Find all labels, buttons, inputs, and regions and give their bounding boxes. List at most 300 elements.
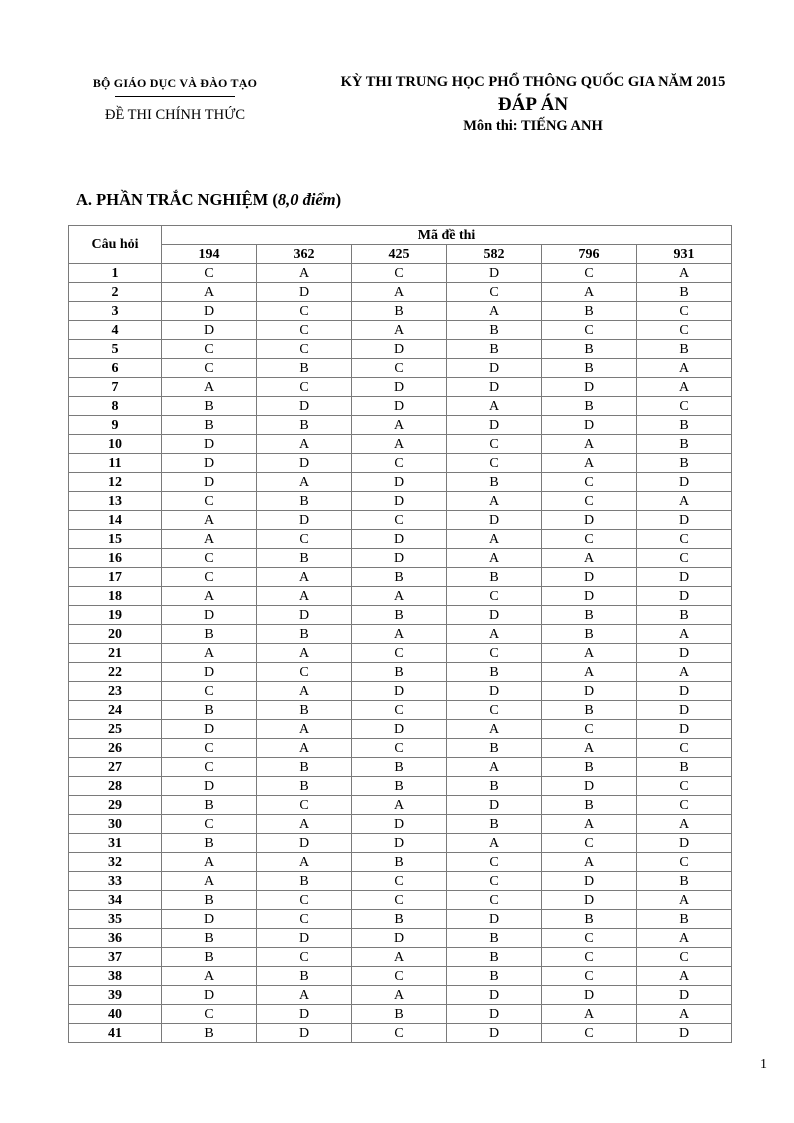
exam-code-cell: 425 — [352, 245, 447, 264]
question-number: 7 — [69, 378, 162, 397]
answer-cell: A — [447, 549, 542, 568]
table-row — [69, 701, 732, 720]
question-number: 3 — [69, 302, 162, 321]
answer-cell: B — [352, 606, 447, 625]
answer-cell: A — [162, 587, 257, 606]
answer-cell: D — [447, 359, 542, 378]
table-row — [69, 378, 732, 397]
answer-cell: D — [447, 1024, 542, 1043]
answer-cell: D — [162, 606, 257, 625]
answer-cell: C — [637, 948, 732, 967]
answer-cell: A — [542, 853, 637, 872]
answer-cell: C — [162, 1005, 257, 1024]
answer-cell: B — [352, 302, 447, 321]
table-row — [69, 986, 732, 1005]
answer-cell: B — [257, 967, 352, 986]
answer-cell: D — [542, 416, 637, 435]
answer-cell: B — [257, 872, 352, 891]
answer-cell: C — [447, 891, 542, 910]
table-row — [69, 910, 732, 929]
table-row — [69, 1005, 732, 1024]
answer-cell: B — [257, 416, 352, 435]
answer-cell: C — [162, 359, 257, 378]
answer-cell: B — [352, 910, 447, 929]
table-row — [69, 264, 732, 283]
answer-cell: D — [352, 549, 447, 568]
answer-cell: C — [542, 834, 637, 853]
answer-cell: B — [162, 834, 257, 853]
answer-cell: C — [352, 359, 447, 378]
question-number: 33 — [69, 872, 162, 891]
answer-cell: B — [542, 625, 637, 644]
exam-code-cell: 796 — [542, 245, 637, 264]
table-row — [69, 397, 732, 416]
answer-cell: D — [542, 777, 637, 796]
answer-cell: D — [352, 378, 447, 397]
answer-cell: C — [637, 739, 732, 758]
answer-cell: D — [542, 568, 637, 587]
answer-cell: A — [162, 511, 257, 530]
answer-cell: D — [352, 720, 447, 739]
question-number: 26 — [69, 739, 162, 758]
answer-cell: A — [447, 720, 542, 739]
answer-cell: A — [542, 815, 637, 834]
table-row — [69, 511, 732, 530]
answer-cell: D — [162, 910, 257, 929]
answer-cell: B — [162, 948, 257, 967]
answer-cell: C — [257, 796, 352, 815]
question-number: 5 — [69, 340, 162, 359]
answer-cell: B — [637, 454, 732, 473]
table-row — [69, 796, 732, 815]
table-row — [69, 568, 732, 587]
answer-cell: C — [257, 321, 352, 340]
answer-cell: B — [637, 910, 732, 929]
answer-cell: A — [542, 739, 637, 758]
header-left — [70, 76, 280, 124]
exam-code-cell: 582 — [447, 245, 542, 264]
question-number: 17 — [69, 568, 162, 587]
answer-cell: D — [257, 834, 352, 853]
question-number: 29 — [69, 796, 162, 815]
answer-cell: D — [542, 986, 637, 1005]
answer-cell: A — [257, 435, 352, 454]
answer-cell: C — [257, 302, 352, 321]
table-row — [69, 416, 732, 435]
question-number: 11 — [69, 454, 162, 473]
answer-cell: D — [352, 929, 447, 948]
answer-cell: D — [352, 340, 447, 359]
answer-cell: D — [542, 682, 637, 701]
answer-cell: A — [447, 834, 542, 853]
answer-cell: A — [162, 853, 257, 872]
question-number: 39 — [69, 986, 162, 1005]
answer-cell: C — [162, 682, 257, 701]
table-row — [69, 283, 732, 302]
answer-cell: A — [162, 378, 257, 397]
answer-cell: C — [637, 796, 732, 815]
section-title: A. PHẦN TRẮC NGHIỆM ( — [76, 190, 278, 209]
question-number: 13 — [69, 492, 162, 511]
answer-cell: D — [447, 606, 542, 625]
question-number: 8 — [69, 397, 162, 416]
answer-cell: C — [542, 929, 637, 948]
answer-cell: A — [447, 758, 542, 777]
answer-cell: A — [637, 967, 732, 986]
answer-cell: B — [637, 283, 732, 302]
answer-cell: D — [447, 796, 542, 815]
answer-cell: D — [542, 511, 637, 530]
answer-cell: A — [637, 625, 732, 644]
table-row — [69, 606, 732, 625]
question-number: 23 — [69, 682, 162, 701]
answer-cell: C — [162, 340, 257, 359]
answer-cell: D — [637, 511, 732, 530]
answer-cell: A — [637, 492, 732, 511]
answer-cell: B — [447, 321, 542, 340]
question-number: 34 — [69, 891, 162, 910]
answer-cell: D — [352, 682, 447, 701]
answer-cell: B — [637, 872, 732, 891]
answer-cell: B — [447, 663, 542, 682]
answer-cell: C — [542, 492, 637, 511]
answer-cell: D — [637, 1024, 732, 1043]
answer-cell: D — [352, 815, 447, 834]
answer-cell: C — [542, 530, 637, 549]
answer-cell: D — [637, 701, 732, 720]
question-number: 19 — [69, 606, 162, 625]
answer-cell: A — [257, 986, 352, 1005]
question-number: 30 — [69, 815, 162, 834]
answer-cell: A — [162, 644, 257, 663]
answer-cell: B — [637, 758, 732, 777]
exam-code-cell: 194 — [162, 245, 257, 264]
answer-cell: A — [352, 435, 447, 454]
table-row — [69, 359, 732, 378]
answer-cell: C — [352, 644, 447, 663]
answer-cell: D — [257, 606, 352, 625]
answer-cell: B — [257, 549, 352, 568]
question-number: 35 — [69, 910, 162, 929]
answer-cell: C — [352, 872, 447, 891]
answer-cell: C — [352, 454, 447, 473]
answer-cell: B — [542, 910, 637, 929]
answer-cell: A — [352, 416, 447, 435]
answer-cell: A — [352, 283, 447, 302]
answer-cell: B — [637, 435, 732, 454]
answer-cell: A — [352, 321, 447, 340]
answer-cell: C — [352, 891, 447, 910]
question-column-header: Câu hỏi — [69, 226, 162, 264]
answer-cell: A — [352, 948, 447, 967]
answer-cell: B — [637, 416, 732, 435]
answer-cell: C — [447, 853, 542, 872]
answer-cell: C — [257, 663, 352, 682]
answer-cell: D — [447, 264, 542, 283]
table-row — [69, 948, 732, 967]
question-number: 18 — [69, 587, 162, 606]
answer-cell: A — [352, 587, 447, 606]
answer-cell: C — [257, 340, 352, 359]
question-number: 24 — [69, 701, 162, 720]
question-number: 2 — [69, 283, 162, 302]
answer-cell: C — [257, 910, 352, 929]
answer-cell: A — [447, 302, 542, 321]
answer-cell: C — [637, 549, 732, 568]
answer-cell: D — [637, 473, 732, 492]
answer-cell: A — [257, 853, 352, 872]
answer-cell: D — [162, 473, 257, 492]
exam-code-cell: 931 — [637, 245, 732, 264]
answer-cell: C — [447, 701, 542, 720]
answer-cell: B — [162, 625, 257, 644]
answer-cell: A — [542, 549, 637, 568]
answer-cell: C — [542, 967, 637, 986]
answer-cell: C — [447, 454, 542, 473]
answer-cell: C — [447, 435, 542, 454]
answer-cell: C — [257, 530, 352, 549]
answer-cell: D — [542, 378, 637, 397]
answer-cell: A — [637, 1005, 732, 1024]
table-row — [69, 663, 732, 682]
answer-cell: D — [447, 416, 542, 435]
answer-cell: A — [257, 815, 352, 834]
answer-cell: B — [257, 777, 352, 796]
answer-cell: C — [352, 967, 447, 986]
answer-cell: B — [542, 758, 637, 777]
answer-cell: B — [447, 929, 542, 948]
question-number: 41 — [69, 1024, 162, 1043]
answer-cell: D — [542, 891, 637, 910]
answer-cell: B — [447, 340, 542, 359]
header-right — [300, 74, 766, 135]
answer-cell: D — [447, 682, 542, 701]
official-exam-label: ĐỀ THI CHÍNH THỨC — [104, 107, 245, 123]
answer-cell: A — [352, 796, 447, 815]
answer-cell: A — [162, 967, 257, 986]
section-heading — [76, 190, 341, 210]
question-number: 16 — [69, 549, 162, 568]
answer-cell: B — [352, 853, 447, 872]
question-number: 27 — [69, 758, 162, 777]
page-number: 1 — [760, 1057, 767, 1072]
answer-cell: A — [257, 644, 352, 663]
answer-cell: A — [257, 682, 352, 701]
answer-cell: B — [257, 701, 352, 720]
answer-cell: A — [257, 739, 352, 758]
answer-cell: B — [542, 606, 637, 625]
answer-cell: A — [637, 378, 732, 397]
answer-cell: C — [352, 701, 447, 720]
table-row — [69, 1024, 732, 1043]
answer-cell: C — [637, 321, 732, 340]
answer-cell: A — [542, 435, 637, 454]
answer-cell: A — [637, 929, 732, 948]
answer-cell: D — [162, 986, 257, 1005]
answer-cell: D — [542, 872, 637, 891]
answer-cell: D — [447, 986, 542, 1005]
answer-cell: B — [542, 302, 637, 321]
answer-cell: A — [447, 625, 542, 644]
answer-cell: C — [637, 397, 732, 416]
answer-cell: A — [542, 663, 637, 682]
answer-cell: B — [447, 815, 542, 834]
answer-cell: A — [257, 568, 352, 587]
answer-cell: D — [447, 511, 542, 530]
table-row — [69, 758, 732, 777]
answer-cell: A — [352, 986, 447, 1005]
answer-cell: B — [447, 473, 542, 492]
answer-cell: C — [542, 264, 637, 283]
answer-cell: D — [637, 720, 732, 739]
answer-cell: D — [162, 321, 257, 340]
answer-cell: A — [637, 359, 732, 378]
question-number: 40 — [69, 1005, 162, 1024]
answer-cell: C — [542, 321, 637, 340]
answer-cell: D — [637, 568, 732, 587]
answer-cell: B — [162, 397, 257, 416]
answer-cell: C — [162, 758, 257, 777]
table-row — [69, 853, 732, 872]
answer-cell: D — [447, 378, 542, 397]
answer-cell: B — [352, 568, 447, 587]
answer-cell: B — [542, 397, 637, 416]
table-row — [69, 929, 732, 948]
answer-cell: D — [162, 663, 257, 682]
exam-codes-row — [69, 245, 732, 264]
exam-code-header: Mã đề thi — [162, 226, 732, 245]
question-number: 21 — [69, 644, 162, 663]
answer-cell: B — [257, 758, 352, 777]
answer-cell: C — [162, 568, 257, 587]
answer-cell: B — [257, 625, 352, 644]
table-row — [69, 587, 732, 606]
answer-cell: A — [447, 492, 542, 511]
table-row — [69, 739, 732, 758]
question-number: 9 — [69, 416, 162, 435]
table-row — [69, 777, 732, 796]
answer-key-title: ĐÁP ÁN — [497, 94, 569, 115]
answer-cell: B — [162, 929, 257, 948]
question-number: 20 — [69, 625, 162, 644]
answer-cell: C — [447, 587, 542, 606]
answer-cell: D — [257, 283, 352, 302]
section-close: ) — [335, 190, 342, 209]
table-row — [69, 340, 732, 359]
question-number: 32 — [69, 853, 162, 872]
answer-cell: A — [162, 283, 257, 302]
answer-cell: D — [257, 929, 352, 948]
answer-cell: A — [257, 264, 352, 283]
exam-title: KỲ THI TRUNG HỌC PHỔ THÔNG QUỐC GIA NĂM 2015 — [340, 74, 726, 90]
exam-code-cell: 362 — [257, 245, 352, 264]
answer-cell: B — [542, 340, 637, 359]
answer-cell: B — [257, 359, 352, 378]
answer-cell: C — [637, 302, 732, 321]
table-row — [69, 302, 732, 321]
answer-cell: D — [352, 473, 447, 492]
answer-cell: C — [257, 948, 352, 967]
answer-cell: C — [162, 492, 257, 511]
answer-cell: A — [637, 264, 732, 283]
ministry-name: BỘ GIÁO DỤC VÀ ĐÀO TẠO — [92, 76, 258, 90]
answer-cell: D — [162, 435, 257, 454]
answer-cell: C — [447, 872, 542, 891]
answer-cell: C — [542, 948, 637, 967]
answer-cell: D — [352, 530, 447, 549]
answer-cell: D — [447, 910, 542, 929]
answer-cell: D — [257, 511, 352, 530]
table-row — [69, 682, 732, 701]
header-underline — [115, 96, 235, 97]
table-row — [69, 625, 732, 644]
table-row — [69, 834, 732, 853]
answer-cell: D — [162, 302, 257, 321]
answer-cell: C — [352, 1024, 447, 1043]
question-number: 28 — [69, 777, 162, 796]
table-row — [69, 454, 732, 473]
answer-cell: B — [352, 1005, 447, 1024]
question-number: 31 — [69, 834, 162, 853]
answer-cell: A — [257, 473, 352, 492]
table-row — [69, 473, 732, 492]
answer-cell: A — [447, 530, 542, 549]
answer-cell: D — [637, 986, 732, 1005]
answer-cell: B — [162, 701, 257, 720]
table-row — [69, 815, 732, 834]
section-points: 8,0 điểm — [277, 190, 336, 209]
answer-cell: B — [637, 340, 732, 359]
answer-cell: A — [542, 644, 637, 663]
answer-cell: D — [352, 397, 447, 416]
answer-cell: C — [162, 739, 257, 758]
question-number: 6 — [69, 359, 162, 378]
answer-cell: D — [257, 397, 352, 416]
answer-cell: C — [447, 283, 542, 302]
answer-cell: B — [352, 663, 447, 682]
answer-cell: D — [162, 777, 257, 796]
question-number: 4 — [69, 321, 162, 340]
subject-line: Môn thi: TIẾNG ANH — [463, 118, 603, 134]
answer-cell: D — [257, 454, 352, 473]
question-number: 12 — [69, 473, 162, 492]
answer-cell: B — [447, 967, 542, 986]
answer-cell: C — [637, 853, 732, 872]
answer-cell: C — [257, 891, 352, 910]
answer-cell: C — [352, 264, 447, 283]
answer-cell: D — [257, 1024, 352, 1043]
question-number: 25 — [69, 720, 162, 739]
question-number: 22 — [69, 663, 162, 682]
answer-cell: D — [637, 682, 732, 701]
answer-cell: B — [352, 777, 447, 796]
answer-cell: A — [637, 663, 732, 682]
answer-cell: A — [352, 625, 447, 644]
answer-cell: B — [162, 1024, 257, 1043]
question-number: 14 — [69, 511, 162, 530]
answer-cell: C — [637, 777, 732, 796]
question-number: 1 — [69, 264, 162, 283]
table-row — [69, 435, 732, 454]
answer-cell: A — [637, 815, 732, 834]
table-row — [69, 891, 732, 910]
answer-cell: B — [447, 777, 542, 796]
table-row — [69, 530, 732, 549]
answer-cell: D — [162, 454, 257, 473]
answer-cell: B — [162, 416, 257, 435]
answer-cell: A — [542, 283, 637, 302]
answer-cell: B — [162, 796, 257, 815]
